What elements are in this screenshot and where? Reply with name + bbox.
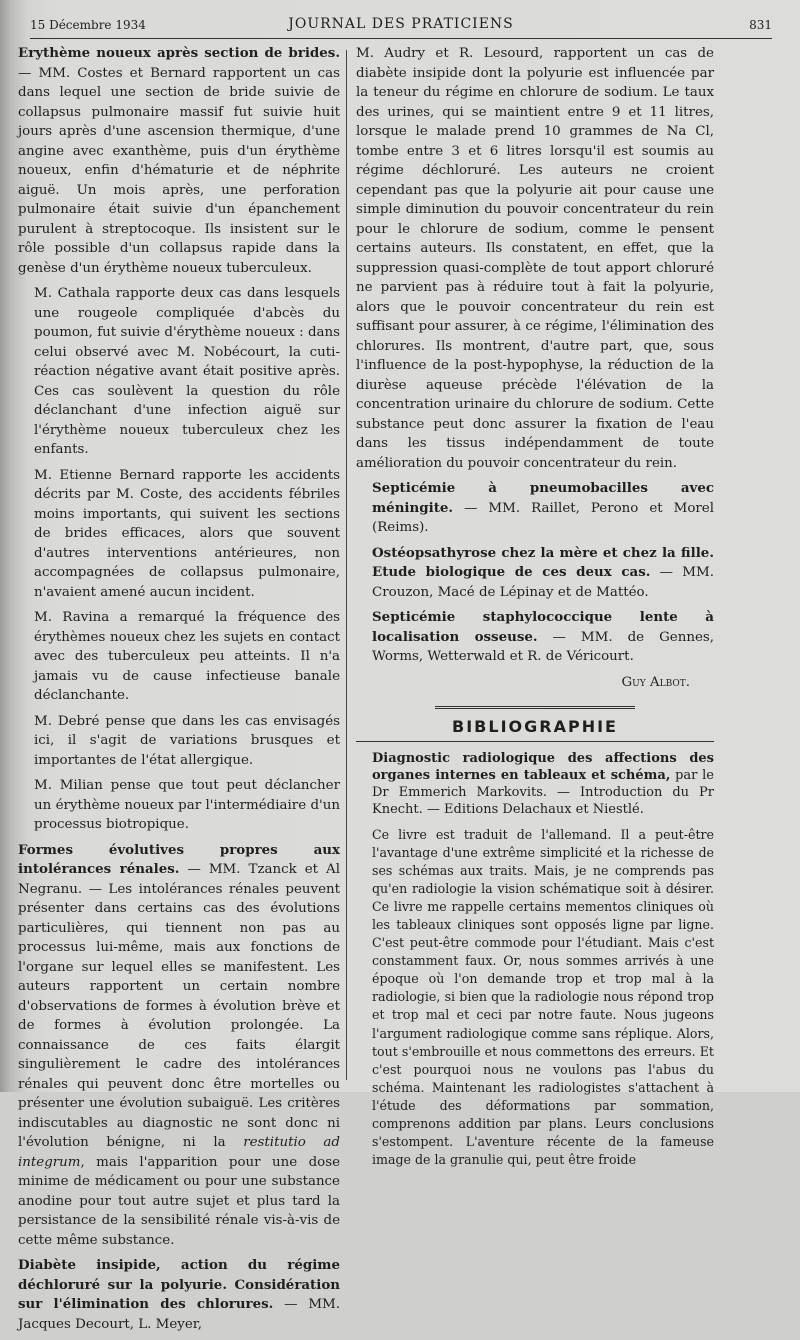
article-text: — MM. Raillet, Perono et Morel (Reims). (372, 500, 714, 535)
paragraph-ravina: M. Ravina a remarqué la fréquence des érythèmes noueux chez les sujets en contact avec des tuberculeux peu atteints. Il n'a jamais vu de cause infectieuse banale déclanchante. (34, 610, 340, 703)
book-details: par le Dr Emmerich Markovits. — Introduction du Pr Knecht. — Editions Delachaux et Niestlé. (372, 767, 714, 817)
journal-title: JOURNAL DES PRATICIENS (288, 16, 514, 32)
book-title: Diagnostic radiologique des affections des organes internes en tableaux et schéma, (372, 750, 714, 783)
article-diabete (18, 1256, 340, 1334)
book-review: Ce livre est traduit de l'allemand. Il a peut-être l'avantage d'une extrême simplicité et la richesse de ses schémas aux traits. Mais, je ne comprends pas qu'en radiologie la vision schématique soit à désirer. Ce livre me rappelle certains mementos cliniques où les tableaux cliniques sont opposés ligne par ligne. C'est peut-être commode pour l'étudiant. Mais c'est constamment faux. Or, nous sommes arrivés à une époque où l'on demande trop et trop mal à la radiologie, si bien que la radiologie nous répond trop et trop mal et ceci par notre faute. Nous jugeons l'argument radiologique comme sans réplique. Alors, tout s'embrouille et nous commettons des erreurs. Et c'est pourquoi nous ne voulons pas l'abus du schéma. Maintenant les radiologistes s'attachent à l'étude des déformations par sommation, comprenons addition par plans. Leurs conclusions s'estompent. L'aventure récente de la fameuse image de la granulie qui, peut être froide (372, 826, 714, 1168)
article-title: Ostéopsathyrose chez la mère et chez la fille. Etude biologique de ces deux cas. (372, 544, 714, 580)
article-text: — MM. Jacques Decourt, L. Meyer, (18, 1297, 340, 1332)
page-number: 831 (749, 18, 772, 32)
article-text-end: , mais l'apparition pour une dose minime de médicament ou pour une substance anodine pour tout autre sujet et plus tard la persistance de la sensibilité rénale vis-à-vis de cette même substance. (18, 1154, 340, 1248)
header-rule (30, 38, 772, 39)
author-signature: Guy Albot. (621, 674, 690, 690)
article-septicemie-pneumo (356, 479, 714, 538)
book-reference (356, 750, 714, 818)
section-divider (435, 706, 635, 711)
section-rule (356, 741, 714, 742)
article-septicemie-staph (356, 608, 714, 667)
paragraph-etienne-bernard: M. Etienne Bernard rapporte les accidents décrits par M. Coste, des accidents fébriles moins importants, qui suivent les sections de brides efficaces, alors que souvent d'autres interventions antérieures, non accompagnées de collapsus pulmonaire, n'avaient amené aucun incident. (34, 467, 340, 600)
article-text: — MM. de Gennes, Worms, Wetterwald et R. de Véricourt. (372, 629, 715, 664)
article-text: — MM. Tzanck et Al Negranu. — Les intolérances rénales peuvent présenter dans certains cas des évolutions particulières, qui tiennent non pas au processus lui-même, mais aux fonctions de l'organe sur lequel elles se manifestent. Les auteurs rapportent un certain nombre d'observations de formes à évolution brève et de formes à évolution prolongée. La connaissance de ces faits élargit singulièrement le cadre des intolérances rénales qui peuvent donc être mortelles ou présenter une évolution subaiguë. Les critères indiscutables au diagnostic ne sont donc ni l'évolution bénigne, ni la (18, 862, 340, 1150)
page-header (30, 16, 772, 36)
paragraph-audry-lesourd: M. Audry et R. Lesourd, rapportent un cas de diabète insipide dont la polyurie est influencée par la teneur du régime en chlorure de sodium. Le taux des urines, qui se maintient entre 9 et 11 litres, lorsque le malade prend 10 grammes de Na Cl, tombe entre 3 et 6 litres lorsqu'il est soumis au régime déchloruré. Les auteurs ne croient cependant pas que la polyurie ait pour cause une simple diminution du pouvoir concentrateur du rein pour le chlorure de sodium, comme le pensent certains auteurs. Ils constatent, en effet, que la suppression quasi-complète de tout apport chloruré ne parvient pas à réduire tout à fait la polyurie, alors que le pouvoir concentrateur du rein est suffisant pour assurer, à ce régime, l'élimination des chlorures. Ils montrent, d'autre part, que, sous l'influence de la post-hypophyse, la réduction de la diurèse aqueuse précède l'élévation de la concentration urinaire du chlorure de sodium. Cette substance peut donc assurer la fixation de l'eau dans les tissus indépendamment de toute amélioration du pouvoir concentrateur du rein. (356, 46, 714, 471)
article-costes-bernard (18, 44, 340, 278)
article-title: Diabète insipide, action du régime déchloruré sur la polyurie. Considération sur l'élimination des chlorures. (18, 1257, 340, 1312)
issue-date: 15 Décembre 1934 (30, 18, 146, 32)
article-title: Erythème noueux après section de brides. (18, 45, 340, 61)
paragraph-cathala: M. Cathala rapporte deux cas dans lesquels une rougeole compliquée d'abcès du poumon, fut suivie d'érythème noueux : dans celui observé avec M. Nobécourt, la cuti-réaction négative avant était positive après. Ces cas soulèvent la question du rôle déclanchant d'une infection aiguë sur l'érythème noueux tuberculeux chez les enfants. (34, 286, 340, 457)
paragraph-debre: M. Debré pense que dans les cas envisagés ici, il s'agit de variations brusques et importantes de l'état allergique. (34, 713, 340, 768)
paragraph-milian: M. Milian pense que tout peut déclancher un érythème noueux par l'intermédiaire d'un processus biotropique. (34, 778, 340, 832)
left-column (18, 44, 340, 1340)
article-tzanck (18, 841, 340, 1251)
section-title-bibliographie: BIBLIOGRAPHIE (452, 717, 618, 736)
article-title: Septicémie à pneumobacilles avec méningite. (372, 480, 714, 516)
article-title: Septicémie staphylococcique lente à localisation osseuse. (372, 609, 714, 645)
latin-phrase: restitutio ad integrum (18, 1135, 340, 1170)
article-text: — MM. Crouzon, Macé de Lépinay et de Mattéo. (372, 565, 714, 600)
right-column (356, 44, 714, 1175)
article-osteopsathyrose (356, 544, 714, 603)
column-separator (346, 50, 347, 1080)
article-title: Formes évolutives propres aux intolérances rénales. (18, 841, 340, 877)
article-text: — MM. Costes et Bernard rapportent un cas dans lequel une section de bride suivie de collapsus pulmonaire massif fut suivie huit jours après d'une ascension thermique, d'une angine avec exanthème, puis d'un érythème noueux, enfin d'hématurie et de néphrite aiguë. Un mois après, une perforation pulmonaire était suivie d'un épanchement purulent à streptocoque. Ils insistent sur le rôle possible d'un collapsus rapide dans la genèse d'un érythème noueux tuberculeux. (18, 65, 340, 276)
